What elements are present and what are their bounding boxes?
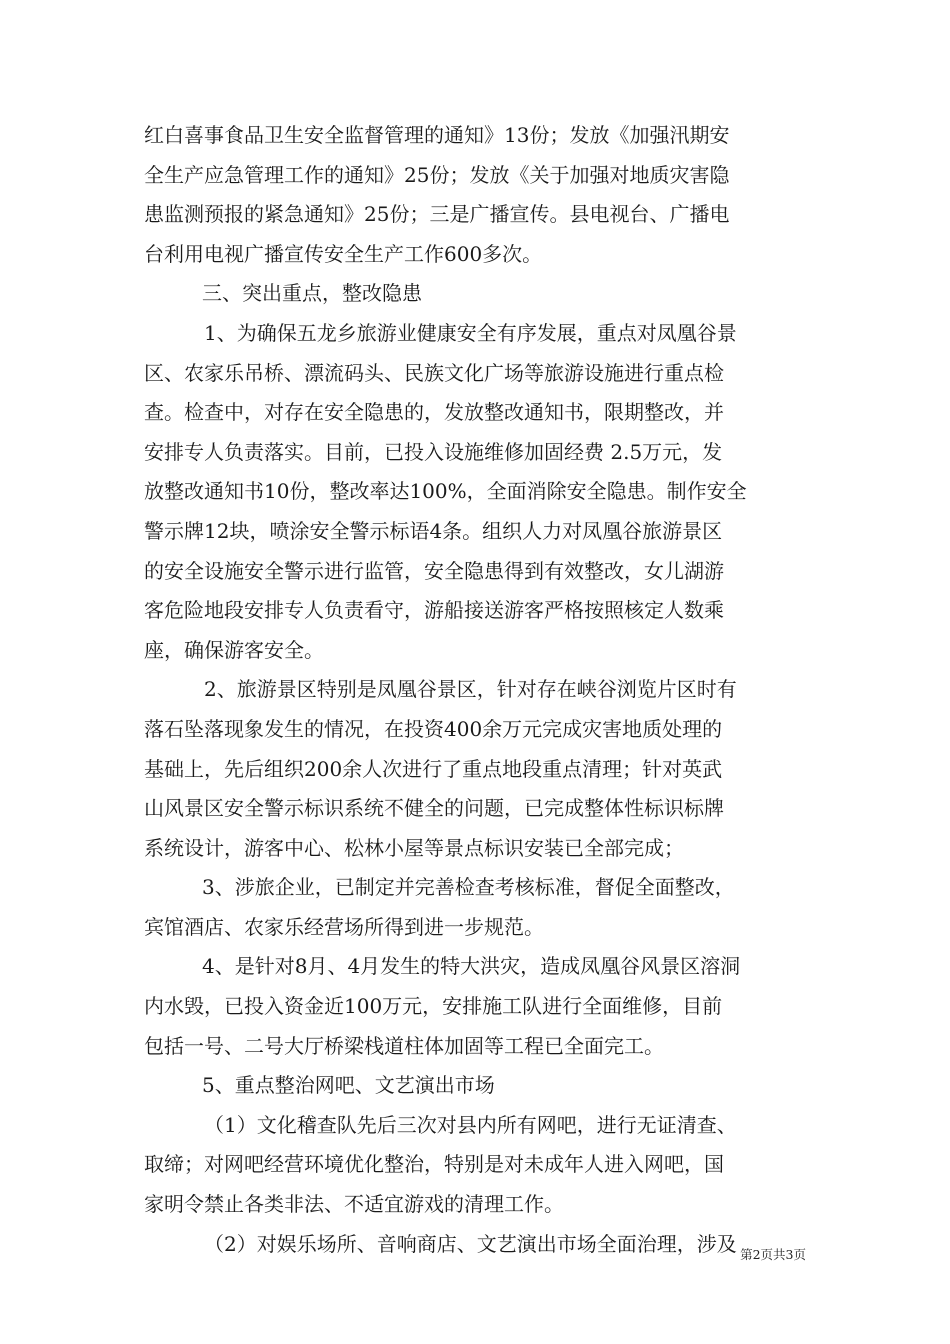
text-line: 取缔；对网吧经营环境优化整治，特别是对未成年人进入网吧，国	[144, 1152, 724, 1177]
text-line: 全生产应急管理工作的通知》25份；发放《关于加强对地质灾害隐	[144, 162, 730, 187]
text-line: 包括一号、二号大厅桥梁栈道柱体加固等工程已全面完工。	[144, 1033, 664, 1058]
text-line: 患监测预报的紧急通知》25份；三是广播宣传。县电视台、广播电	[144, 202, 730, 227]
body-text	[144, 116, 808, 1264]
text-line: 落石坠落现象发生的情况，在投资400余万元完成灾害地质处理的	[144, 716, 723, 741]
section-heading: 三、突出重点，整改隐患	[202, 281, 422, 306]
page-number: 第2页共3页	[740, 1247, 806, 1262]
text-line: 基础上，先后组织200余人次进行了重点地段重点清理；针对英武	[144, 756, 723, 781]
text-line: 5、重点整治网吧、文艺演出市场	[202, 1073, 495, 1098]
text-line: 客危险地段安排专人负责看守，游船接送游客严格按照核定人数乘	[144, 598, 724, 623]
text-line: 4、是针对8月、4月发生的特大洪灾，造成凤凰谷风景区溶洞	[202, 954, 741, 979]
text-line: 台利用电视广播宣传安全生产工作600多次。	[144, 241, 543, 266]
text-line: 1、为确保五龙乡旅游业健康安全有序发展，重点对凤凰谷景	[204, 320, 737, 345]
text-line: 山风景区安全警示标识系统不健全的问题，已完成整体性标识标牌	[144, 796, 724, 821]
text-line: （2）对娱乐场所、音响商店、文艺演出市场全面治理，涉及	[204, 1231, 737, 1256]
text-line: 红白喜事食品卫生安全监督管理的通知》13份；发放《加强汛期安	[144, 123, 730, 147]
text-line: 内水毁，已投入资金近100万元，安排施工队进行全面维修，目前	[144, 994, 723, 1019]
text-line: 3、涉旅企业，已制定并完善检查考核标准，督促全面整改，	[202, 875, 735, 900]
text-line: 区、农家乐吊桥、漂流码头、民族文化广场等旅游设施进行重点检	[144, 360, 724, 385]
text-line: 座，确保游客安全。	[144, 637, 324, 662]
text-line: 安排专人负责落实。目前，已投入设施维修加固经费 2.5万元，发	[144, 439, 723, 464]
text-line: （1）文化稽查队先后三次对县内所有网吧，进行无证清查、	[204, 1112, 737, 1137]
text-line: 查。检查中，对存在安全隐患的，发放整改通知书，限期整改，并	[144, 400, 724, 425]
text-line: 放整改通知书10份，整改率达100%，全面消除安全隐患。制作安全	[144, 479, 747, 504]
text-line: 宾馆酒店、农家乐经营场所得到进一步规范。	[144, 914, 544, 939]
text-line: 系统设计，游客中心、松林小屋等景点标识安装已全部完成；	[144, 835, 684, 860]
text-line: 的安全设施安全警示进行监管，安全隐患得到有效整改，女儿湖游	[144, 558, 724, 583]
text-line: 2、旅游景区特别是凤凰谷景区，针对存在峡谷浏览片区时有	[204, 677, 737, 702]
text-line: 警示牌12块，喷涂安全警示标语4条。组织人力对凤凰谷旅游景区	[144, 518, 723, 543]
text-line: 家明令禁止各类非法、不适宜游戏的清理工作。	[144, 1192, 564, 1217]
